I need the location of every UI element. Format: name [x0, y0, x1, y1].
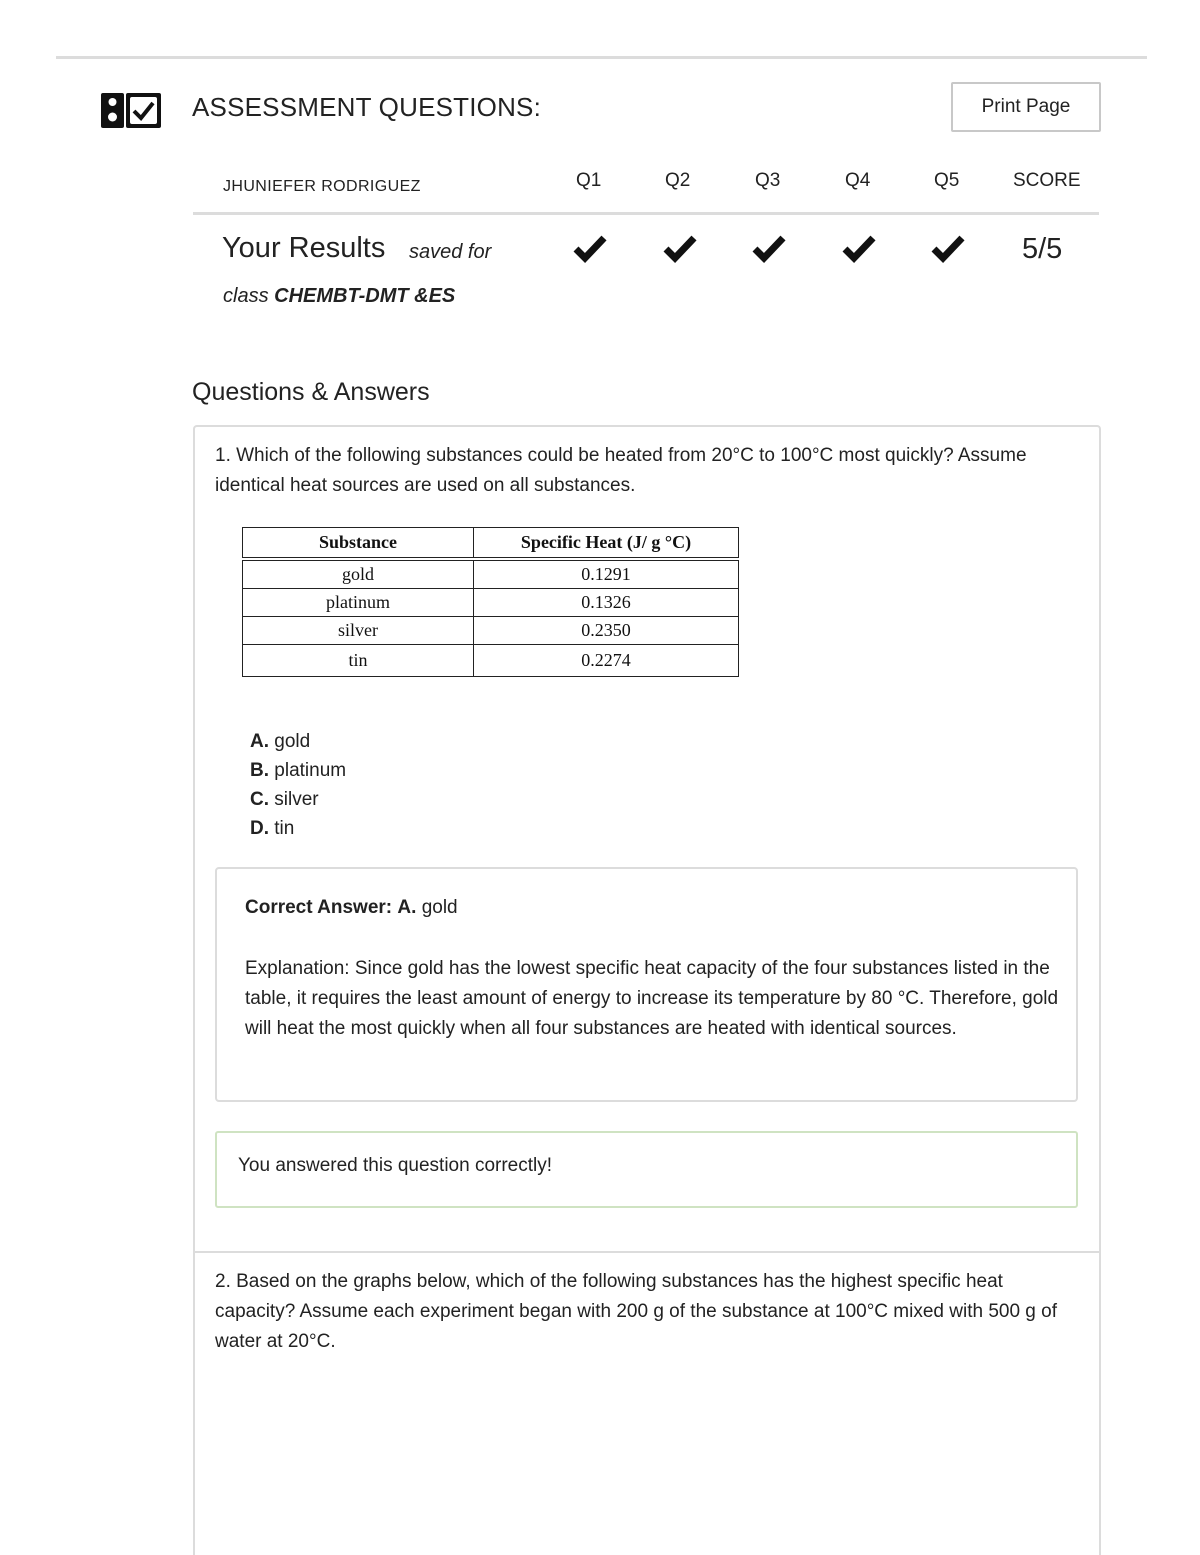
correct-answer-line	[245, 897, 458, 919]
table-row	[243, 559, 739, 589]
explanation-text: Explanation: Since gold has the lowest specific heat capacity of the four substances listed in the table, it requires the least amount of energy to increase its temperature by 80 °C. Therefore, gold will heat the most quickly when all four substances are heated with identical sources.	[245, 958, 1059, 1039]
option-letter: A.	[250, 731, 269, 752]
option-text: tin	[274, 818, 295, 839]
table-cell: 0.1291	[474, 559, 739, 589]
column-q5: Q5	[934, 170, 960, 191]
table-cell: 0.2274	[474, 645, 739, 677]
saved-for-label: saved for	[409, 241, 492, 263]
table-header-specific-heat: Specific Heat (J/ g °C)	[474, 528, 739, 560]
score-divider	[193, 212, 1099, 215]
option-letter: C.	[250, 789, 269, 810]
qa-heading: Questions & Answers	[192, 378, 430, 406]
option-letter: B.	[250, 760, 269, 781]
table-cell: tin	[243, 645, 474, 677]
print-page-button[interactable]: Print Page	[951, 82, 1101, 132]
table-cell: silver	[243, 617, 474, 645]
question-divider	[193, 1251, 1101, 1253]
table-row	[243, 645, 739, 677]
class-word: class	[223, 285, 269, 307]
feedback-text: You answered this question correctly!	[238, 1155, 553, 1176]
answer-options	[250, 727, 346, 843]
results-title: Your Results	[222, 232, 386, 264]
score-value: 5/5	[1022, 233, 1063, 265]
q4-check-icon	[842, 234, 876, 264]
class-name: CHEMBT-DMT &ES	[274, 285, 456, 307]
table-header-row	[243, 528, 739, 560]
table-cell: gold	[243, 559, 474, 589]
column-q2: Q2	[665, 170, 691, 191]
table-header-substance: Substance	[243, 528, 474, 560]
score-header-row	[193, 170, 1098, 202]
q3-check-icon	[752, 234, 786, 264]
table-cell: 0.1326	[474, 589, 739, 617]
q5-check-icon	[931, 234, 965, 264]
table-cell: 0.2350	[474, 617, 739, 645]
option-text: silver	[274, 789, 319, 810]
table-cell: platinum	[243, 589, 474, 617]
option-letter: D.	[250, 818, 269, 839]
option-c	[250, 785, 346, 814]
option-a	[250, 727, 346, 756]
correct-answer-text: gold	[421, 897, 458, 918]
option-b	[250, 756, 346, 785]
table-row	[243, 589, 739, 617]
correct-answer-label: Correct Answer:	[245, 897, 393, 918]
column-q1: Q1	[576, 170, 602, 191]
option-text: platinum	[274, 760, 347, 781]
student-name: JHUNIEFER RODRIGUEZ	[223, 178, 421, 195]
specific-heat-table	[242, 527, 739, 677]
top-divider	[56, 56, 1147, 59]
checklist-icon	[101, 93, 161, 128]
question-1-text: 1. Which of the following substances could be heated from 20°C to 100°C most quickly? Assume identical heat sources are used on all substances.	[215, 445, 1027, 496]
column-q4: Q4	[845, 170, 871, 191]
option-text: gold	[274, 731, 311, 752]
column-q3: Q3	[755, 170, 781, 191]
q1-check-icon	[573, 234, 607, 264]
question-2-text: 2. Based on the graphs below, which of the following substances has the highest specific heat capacity? Assume each experiment began with 200 g of the substance at 100°C mixed with 500 g of water at 20°C.	[215, 1271, 1057, 1352]
class-line	[223, 285, 455, 308]
option-d	[250, 814, 346, 843]
page-title: ASSESSMENT QUESTIONS:	[192, 92, 542, 122]
correct-answer-letter: A.	[397, 897, 417, 918]
q2-check-icon	[663, 234, 697, 264]
column-score: SCORE	[1013, 170, 1081, 191]
table-row	[243, 617, 739, 645]
